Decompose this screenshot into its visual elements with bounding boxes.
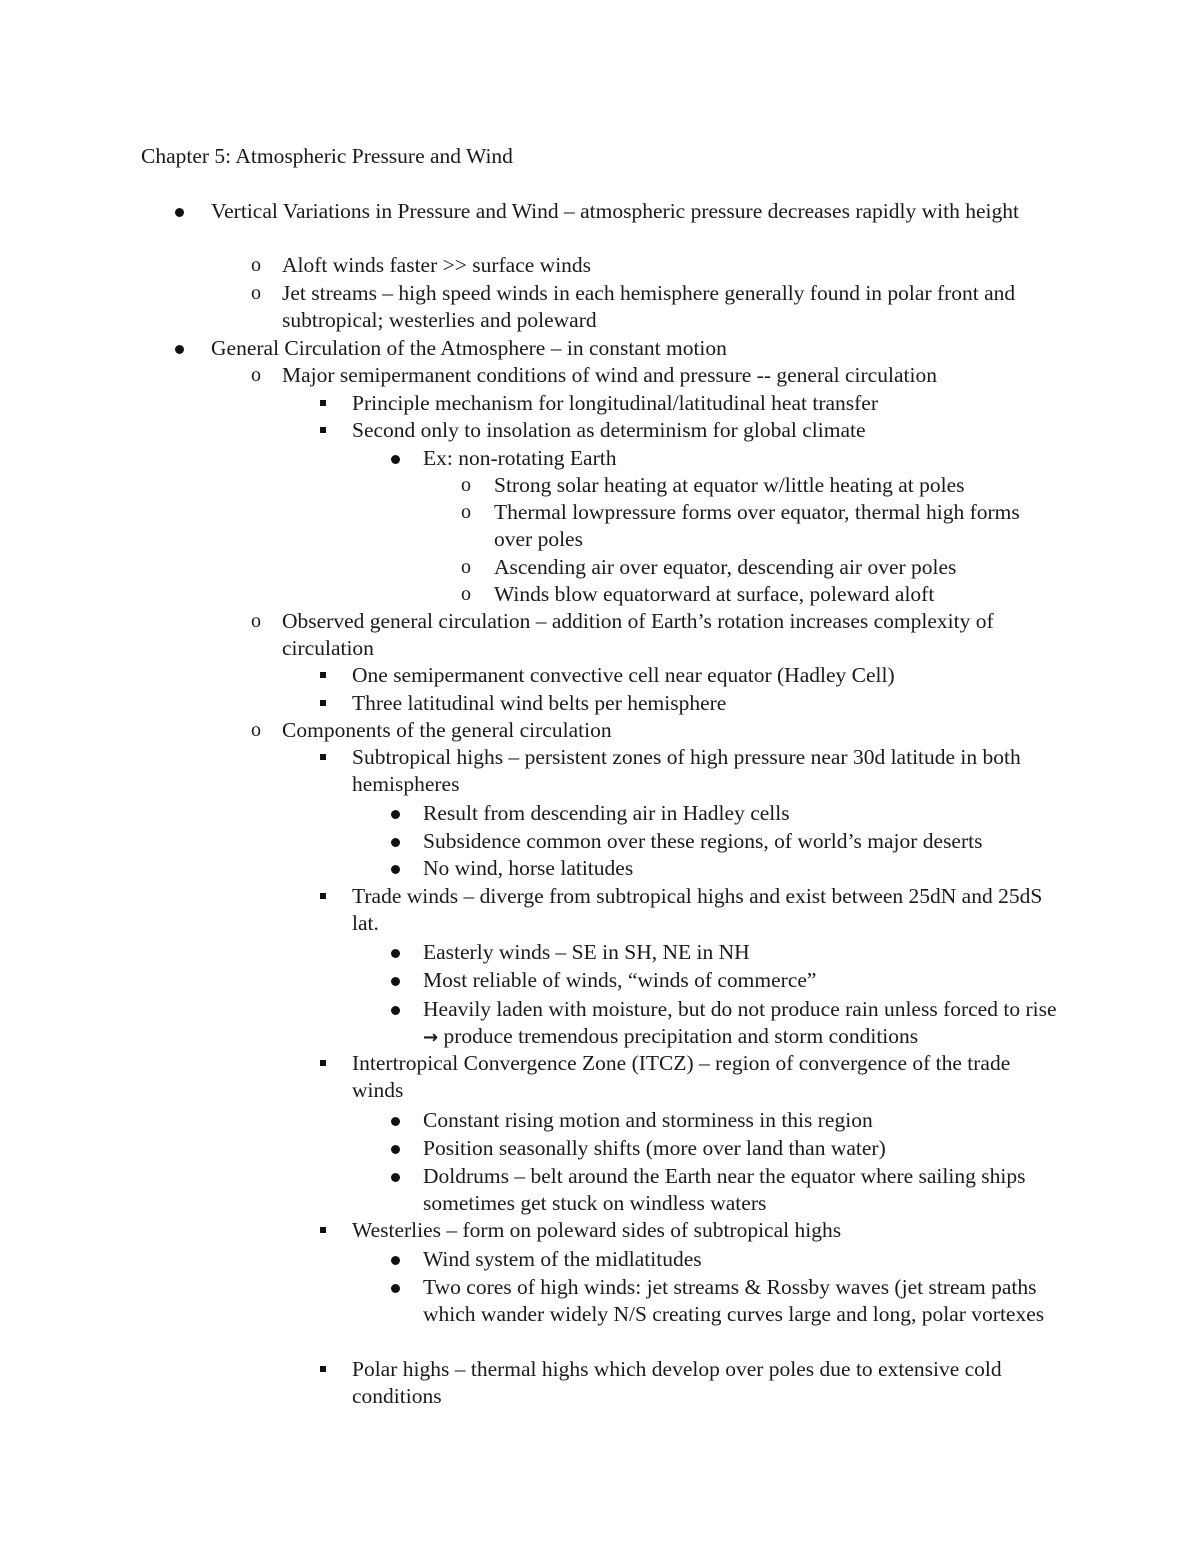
bullet-circle-icon: o: [251, 254, 261, 276]
list-item: Vertical Variations in Pressure and Wind – atmospheric pressure decreases rapidly with height: [211, 198, 1061, 225]
list-item: Three latitudinal wind belts per hemisphere: [352, 690, 1062, 717]
bullet-circle-icon: o: [461, 556, 471, 578]
bullet-square-icon: [320, 700, 326, 706]
list-item: Wind system of the midlatitudes: [423, 1246, 1063, 1273]
bullet-circle-icon: o: [461, 474, 471, 496]
list-item: Result from descending air in Hadley cells: [423, 800, 1063, 827]
bullet-disc-icon: [391, 865, 400, 874]
list-item: Two cores of high winds: jet streams & Rossby waves (jet stream paths which wander widely N/S creating curves large and long, polar vortexes: [423, 1274, 1063, 1328]
right-arrow-icon: →: [423, 1027, 439, 1049]
list-item: o Aloft winds faster >> surface winds: [282, 252, 1062, 279]
list-item: One semipermanent convective cell near equator (Hadley Cell): [352, 662, 1062, 689]
list-item: Ex: non-rotating Earth: [423, 445, 1063, 472]
list-item: o Components of the general circulation: [282, 717, 1062, 744]
list-item: Westerlies – form on poleward sides of subtropical highs: [352, 1217, 1062, 1244]
list-item: Subsidence common over these regions, of world’s major deserts: [423, 828, 1063, 855]
bullet-square-icon: [320, 1366, 326, 1372]
bullet-disc-icon: [391, 1117, 400, 1126]
list-item: Intertropical Convergence Zone (ITCZ) – region of convergence of the trade winds: [352, 1050, 1042, 1104]
bullet-disc-icon: [391, 810, 400, 819]
bullet-disc-icon: [391, 1173, 400, 1182]
list-item: o Ascending air over equator, descending air over poles: [494, 554, 1064, 581]
bullet-disc-icon: [391, 455, 400, 464]
list-item: Polar highs – thermal highs which develop over poles due to extensive cold conditions: [352, 1356, 1042, 1410]
list-item: Second only to insolation as determinism for global climate: [352, 417, 1062, 444]
list-item: Doldrums – belt around the Earth near the equator where sailing ships sometimes get stuck on windless waters: [423, 1163, 1053, 1217]
list-item: General Circulation of the Atmosphere – in constant motion: [211, 335, 1061, 362]
page-title: Chapter 5: Atmospheric Pressure and Wind: [141, 144, 513, 168]
bullet-square-icon: [320, 427, 326, 433]
bullet-disc-icon: [391, 1145, 400, 1154]
bullet-square-icon: [320, 400, 326, 406]
bullet-circle-icon: o: [461, 583, 471, 605]
list-item: Easterly winds – SE in SH, NE in NH: [423, 939, 1063, 966]
list-item: No wind, horse latitudes: [423, 855, 1063, 882]
bullet-disc-icon: [175, 345, 184, 354]
bullet-square-icon: [320, 672, 326, 678]
bullet-circle-icon: o: [251, 610, 261, 632]
list-item: Most reliable of winds, “winds of commerce”: [423, 967, 1063, 994]
list-item: o Winds blow equatorward at surface, poleward aloft: [494, 581, 1064, 608]
list-item: Heavily laden with moisture, but do not produce rain unless forced to rise → produce tremendous precipitation and storm conditions: [423, 996, 1063, 1051]
bullet-square-icon: [320, 1060, 326, 1066]
list-item: o Jet streams – high speed winds in each hemisphere generally found in polar front and subtropical; westerlies and poleward: [282, 280, 1062, 334]
bullet-circle-icon: o: [251, 719, 261, 741]
list-item: o Major semipermanent conditions of wind and pressure -- general circulation: [282, 362, 1062, 389]
bullet-square-icon: [320, 893, 326, 899]
bullet-disc-icon: [391, 1256, 400, 1265]
bullet-square-icon: [320, 1227, 326, 1233]
bullet-disc-icon: [391, 838, 400, 847]
list-item: o Strong solar heating at equator w/little heating at poles: [494, 472, 1064, 499]
bullet-circle-icon: o: [251, 282, 261, 304]
list-item: o Thermal lowpressure forms over equator, thermal high forms over poles: [494, 499, 1024, 553]
bullet-disc-icon: [391, 1284, 400, 1293]
bullet-circle-icon: o: [251, 364, 261, 386]
bullet-disc-icon: [391, 949, 400, 958]
list-item: o Observed general circulation – addition of Earth’s rotation increases complexity of circulation: [282, 608, 1052, 662]
list-item: Subtropical highs – persistent zones of high pressure near 30d latitude in both hemispheres: [352, 744, 1052, 798]
bullet-disc-icon: [175, 208, 184, 217]
bullet-disc-icon: [391, 977, 400, 986]
list-item: Trade winds – diverge from subtropical highs and exist between 25dN and 25dS lat.: [352, 883, 1067, 937]
bullet-square-icon: [320, 754, 326, 760]
list-item: Position seasonally shifts (more over land than water): [423, 1135, 1063, 1162]
bullet-circle-icon: o: [461, 501, 471, 523]
list-item: Principle mechanism for longitudinal/latitudinal heat transfer: [352, 390, 1062, 417]
list-item: Constant rising motion and storminess in this region: [423, 1107, 1063, 1134]
bullet-disc-icon: [391, 1006, 400, 1015]
